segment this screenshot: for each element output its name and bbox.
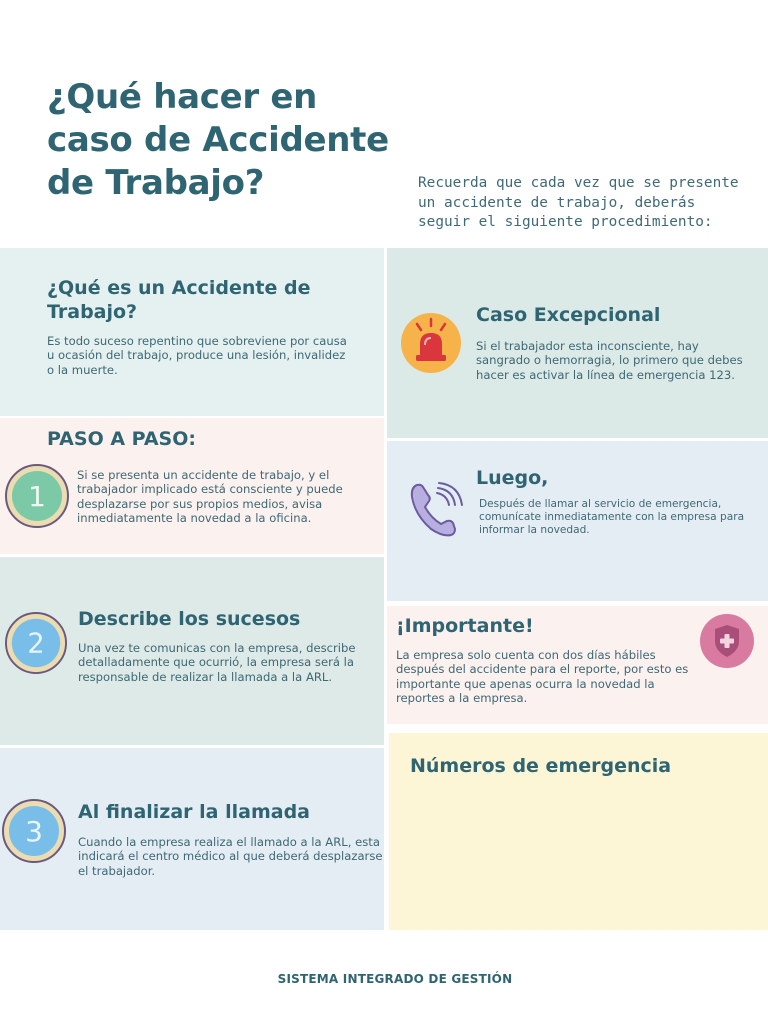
what-is-title: ¿Qué es un Accidente de Trabajo? — [47, 277, 311, 323]
step-3-number-icon — [2, 799, 66, 867]
step-2-body: Una vez te comunicas con la empresa, describe detalladamente que ocurrió, la empresa será la responsable de realizar la llamada a la ARL. — [78, 641, 356, 684]
important-body: La empresa solo cuenta con dos días hábiles después del accidente para el reporte, por esto es importante que apenas ocurra la novedad la reportes a la empresa. — [396, 648, 689, 705]
step-3-body: Cuando la empresa realiza el llamado a la ARL, esta indicará el centro médico al que deberá desplazarse el trabajador. — [78, 835, 383, 878]
exceptional-title: Caso Excepcional — [476, 304, 661, 326]
footer-text: SISTEMA INTEGRADO DE GESTIÓN — [277, 972, 513, 986]
emergency-numbers-title: Números de emergencia — [410, 755, 672, 777]
siren-icon — [399, 313, 463, 377]
step-2-title: Describe los sucesos — [78, 608, 301, 630]
step-3-number: 3 — [25, 815, 43, 848]
what-is-panel — [0, 248, 384, 416]
phone-ringing-icon — [407, 479, 469, 545]
important-title: ¡Importante! — [396, 615, 534, 637]
step-1-body: Si se presenta un accidente de trabajo, y el trabajador implicado está consciente y puede desplazarse por sus propios medios, avisa inmediatamente la novedad a la oficina. — [77, 468, 343, 525]
what-is-body: Es todo suceso repentino que sobreviene por causa u ocasión del trabajo, produce una lesión, invalidez o la muerte. — [47, 334, 347, 377]
step-3-title: Al finalizar la llamada — [78, 801, 310, 823]
step-1-number-icon — [5, 464, 69, 532]
intro-text: Recuerda que cada vez que se presente un accidente de trabajo, deberás seguir el siguiente procedimiento: — [418, 175, 739, 230]
then-title: Luego, — [476, 467, 549, 489]
shield-cross-icon — [699, 613, 755, 673]
page-title: ¿Qué hacer en caso de Accidente de Trabajo? — [47, 77, 389, 203]
exceptional-body: Si el trabajador esta inconsciente, hay sangrado o hemorragia, lo primero que debes hacer es activar la línea de emergencia 123. — [476, 339, 743, 382]
steps-title: PASO A PASO: — [47, 428, 196, 450]
step-2-number-icon — [5, 612, 67, 678]
step-2-number: 2 — [27, 628, 45, 660]
step-1-number: 1 — [28, 480, 46, 513]
then-body: Después de llamar al servicio de emergencia, comunícate inmediatamente con la empresa para informar la novedad. — [479, 498, 745, 536]
